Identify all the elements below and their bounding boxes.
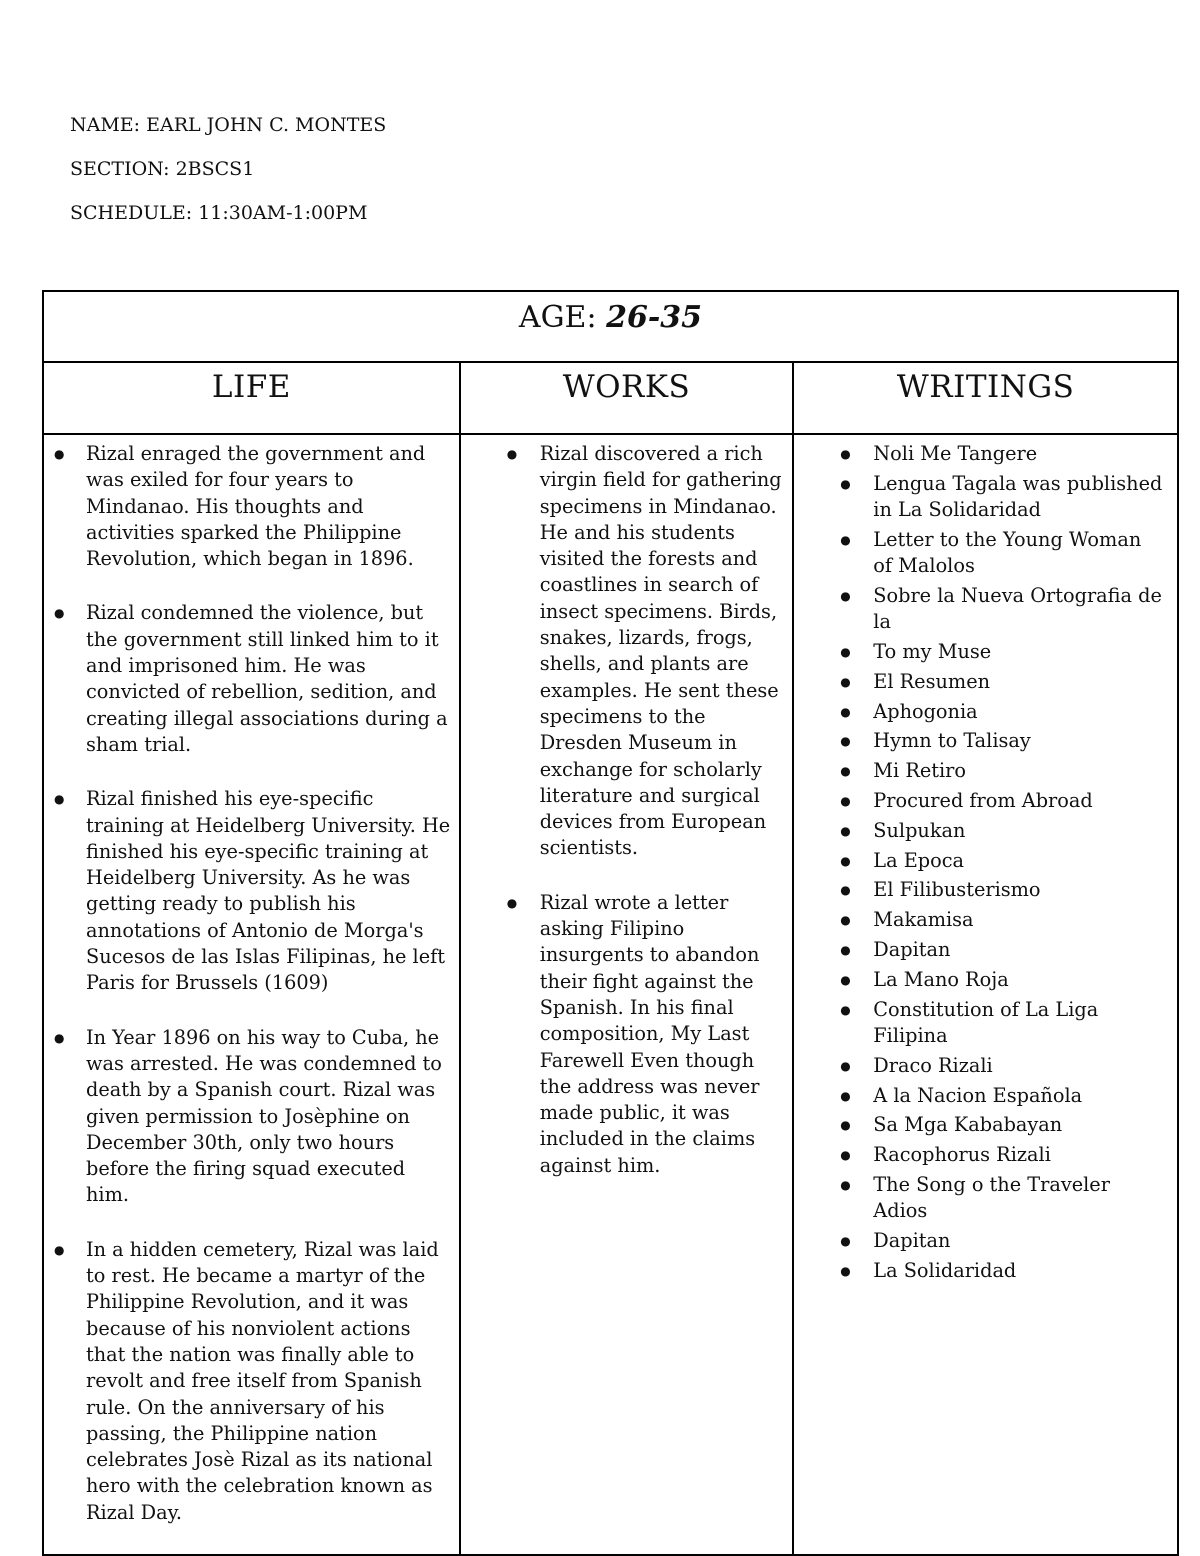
list-item: ● Dapitan: [873, 1228, 1163, 1254]
student-name: NAME: EARL JOHN C. MONTES: [70, 114, 387, 136]
student-section: SECTION: 2BSCS1: [70, 158, 255, 180]
list-item: ● Dapitan: [873, 937, 1163, 963]
list-item: ● Noli Me Tangere: [873, 441, 1163, 467]
age-label: AGE:: [518, 300, 597, 335]
list-item: ● El Filibusterismo: [873, 877, 1163, 903]
writings-cell: [793, 434, 1178, 1555]
list-item: ● Aphogonia: [873, 699, 1163, 725]
list-item: ● Draco Rizali: [873, 1053, 1163, 1079]
list-item: ● Rizal discovered a rich virgin field for gathering specimens in Mindanao. He and his students visited the forests and coastlines in search of insect specimens. Birds, snakes, lizards, frogs, shells, and plants are examples. He sent these specimens to the Dresden Museum in exchange for scholarly literature and surgical devices from European scientists.: [540, 441, 785, 862]
column-header-writings: WRITINGS: [793, 362, 1178, 434]
list-item: ● Racophorus Rizali: [873, 1142, 1163, 1168]
list-item: ● Sa Mga Kababayan: [873, 1112, 1163, 1138]
list-item: ● La Mano Roja: [873, 967, 1163, 993]
list-item: ● Mi Retiro: [873, 758, 1163, 784]
student-schedule: SCHEDULE: 11:30AM-1:00PM: [70, 202, 368, 224]
list-item: ● In a hidden cemetery, Rizal was laid to rest. He became a martyr of the Philippine Revolution, and it was because of his nonviolent actions that the nation was finally able to revolt and free itself from Spanish rule. On the anniversary of his passing, the Philippine nation celebrates Josè Rizal as its national hero with the celebration known as Rizal Day.: [86, 1237, 451, 1526]
student-info: [70, 112, 386, 244]
list-item: ● Sulpukan: [873, 818, 1163, 844]
list-item: ● To my Muse: [873, 639, 1163, 665]
list-item: ● Rizal wrote a letter asking Filipino insurgents to abandon their fight against the Spanish. In his final composition, My Last Farewell Even though the address was never made public, it was included in the claims against him.: [540, 890, 785, 1179]
list-item: ● La Epoca: [873, 848, 1163, 874]
list-item: ● The Song o the Traveler Adios: [873, 1172, 1163, 1225]
list-item: ● La Solidaridad: [873, 1258, 1163, 1284]
list-item: ● Procured from Abroad: [873, 788, 1163, 814]
list-item: ● A la Nacion Española: [873, 1083, 1163, 1109]
list-item: ● Letter to the Young Woman of Malolos: [873, 527, 1163, 580]
age-range: 26-35: [606, 300, 703, 335]
list-item: ● Constitution of La Liga Filipina: [873, 997, 1163, 1050]
works-list: [461, 435, 793, 1179]
writings-list: [794, 435, 1177, 1284]
column-header-life: LIFE: [43, 362, 460, 434]
age-heading: [43, 291, 1178, 362]
list-item: ● Sobre la Nueva Ortografia de la: [873, 583, 1163, 636]
column-header-works: WORKS: [460, 362, 794, 434]
rizal-timeline-table: [42, 290, 1179, 1556]
list-item: ● Rizal condemned the violence, but the government still linked him to it and imprisoned him. He was convicted of rebellion, sedition, and creating illegal associations during a sham trial.: [86, 600, 451, 758]
list-item: ● Rizal enraged the government and was exiled for four years to Mindanao. His thoughts and activities sparked the Philippine Revolution, which began in 1896.: [86, 441, 451, 572]
list-item: ● In Year 1896 on his way to Cuba, he was arrested. He was condemned to death by a Spanish court. Rizal was given permission to Josèphine on December 30th, only two hours before the firing squad executed him.: [86, 1025, 451, 1209]
list-item: ● Hymn to Talisay: [873, 728, 1163, 754]
list-item: ● Makamisa: [873, 907, 1163, 933]
list-item: ● El Resumen: [873, 669, 1163, 695]
list-item: ● Lengua Tagala was published in La Solidaridad: [873, 471, 1163, 524]
list-item: ● Rizal finished his eye-specific training at Heidelberg University. He finished his eye-specific training at Heidelberg University. As he was getting ready to publish his annotations of Antonio de Morga's Sucesos de las Islas Filipinas, he left Paris for Brussels (1609): [86, 786, 451, 996]
life-cell: [43, 434, 460, 1555]
works-cell: [460, 434, 794, 1555]
life-list: [44, 435, 459, 1526]
